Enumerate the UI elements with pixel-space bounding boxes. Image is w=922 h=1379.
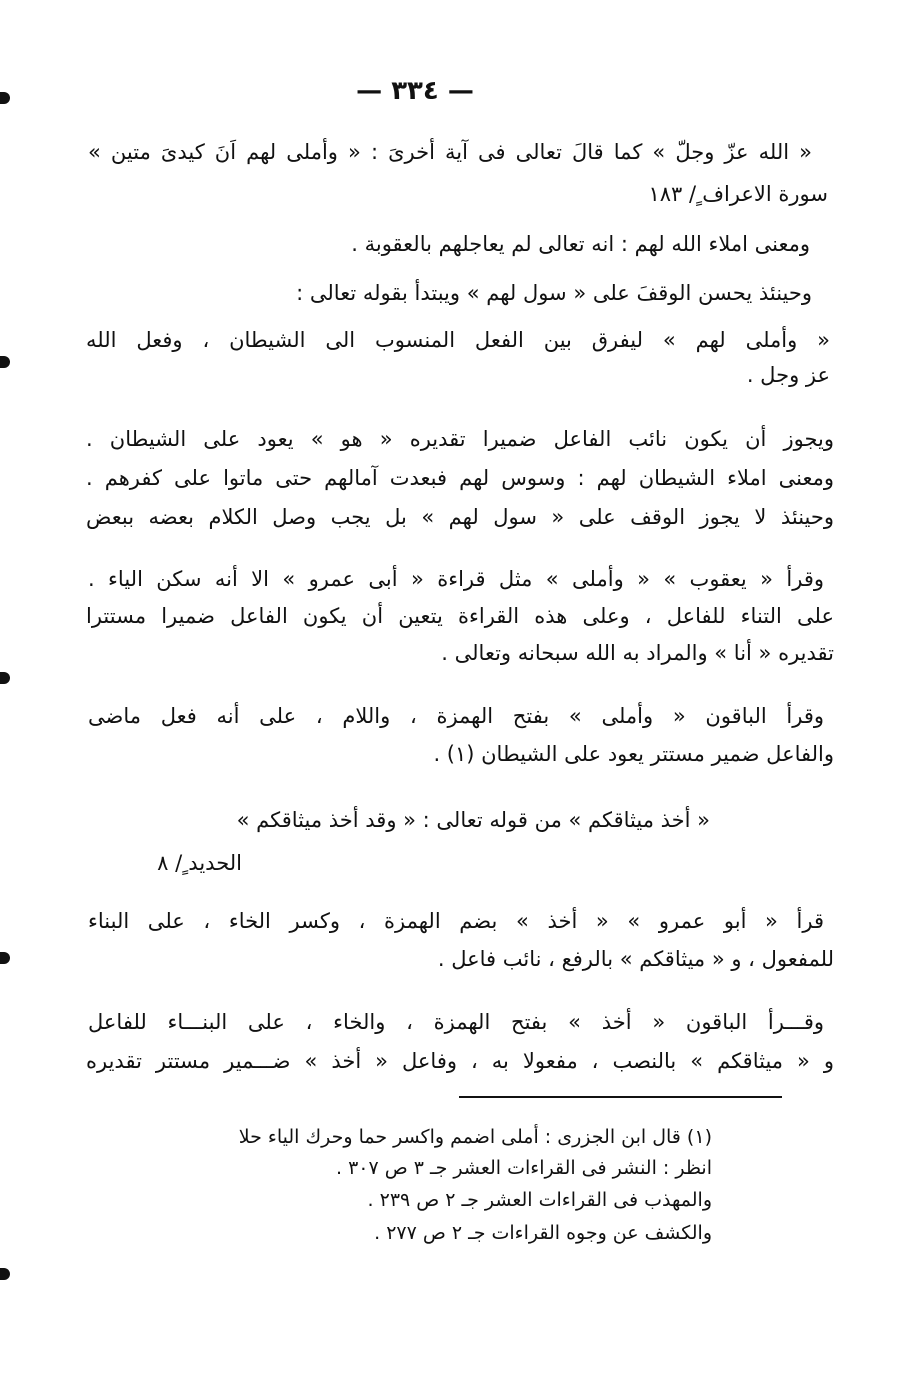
body-line: على التناء للفاعل ، وعلى هذه القراءة يتعين أن يكون الفاعل ضميرا مستترا: [86, 604, 834, 628]
page-number: — ٣٣٤ —: [356, 76, 474, 106]
scan-mark: [0, 672, 10, 684]
body-line: وحينئذ يحسن الوقفَ على « سول لهم » ويبتدأ بقوله تعالى :: [296, 281, 812, 305]
body-line: ويجوز أن يكون نائب الفاعل ضميرا تقديره « هو » يعود على الشيطان .: [86, 427, 834, 451]
verse-reference: الحديد ٍ/ ٨: [157, 851, 242, 875]
footnote: (١) قال ابن الجزرى : أملى اضمم واكسر حما وحرك الياء حلا: [238, 1126, 712, 1148]
body-line: ومعنى املاء الله لهم : انه تعالى لم يعاجلهم بالعقوبة .: [351, 232, 810, 256]
scan-mark: [0, 356, 10, 368]
body-line: والفاعل ضمير مستتر يعود على الشيطان (١) .: [433, 742, 834, 766]
quranic-phrase: « أخذ ميثاقكم » من قوله تعالى : « وقد أخذ ميثاقكم »: [236, 808, 710, 832]
body-line: للمفعول ، و « ميثاقكم » بالرفع ، نائب فاعل .: [437, 947, 834, 971]
body-line: « وأملى لهم » ليفرق بين الفعل المنسوب الى الشيطان ، وفعل الله: [86, 328, 830, 352]
body-line: وقرأ « يعقوب » « وأملى » مثل قراءة « أبى عمرو » الا أنه سكن الياء .: [88, 567, 824, 591]
scan-mark: [0, 952, 10, 964]
body-line: و « ميثاقكم » بالنصب ، مفعولا به ، وفاعل « أخذ » ضـــمير مستتر تقديره: [86, 1049, 834, 1073]
footnote: انظر : النشر فى القراءات العشر جـ ٣ ص ٣٠٧ .: [336, 1157, 712, 1179]
footnote: والمهذب فى القراءات العشر جـ ٢ ص ٢٣٩ .: [367, 1189, 712, 1211]
body-line: وحينئذ لا يجوز الوقف على « سول لهم » بل يجب وصل الكلام بعضه ببعض: [86, 505, 834, 529]
body-line: « الله عزّ وجلّ » كما قالَ تعالى فى آية أخرىَ : « وأملى لهم اَنَ كيدىَ متين »: [88, 140, 812, 164]
verse-reference: سورة الاعراف ٍ/ ١٨٣: [648, 182, 828, 206]
body-line: وقـــرأ الباقون « أخذ » بفتح الهمزة ، والخاء ، على البنـــاء للفاعل: [88, 1010, 824, 1034]
body-line: قرأ « أبو عمرو » « أخذ » بضم الهمزة ، وكسر الخاء ، على البناء: [88, 909, 824, 933]
body-line: وقرأ الباقون « وأملى » بفتح الهمزة ، واللام ، على أنه فعل ماضى: [88, 704, 824, 728]
footnote-separator: [459, 1096, 782, 1098]
footnote: والكشف عن وجوه القراءات جـ ٢ ص ٢٧٧ .: [374, 1222, 712, 1244]
body-line: ومعنى املاء الشيطان لهم : وسوس لهم فبعدت آمالهم حتى ماتوا على كفرهم .: [86, 466, 834, 490]
body-line: عز وجل .: [746, 363, 830, 387]
scan-mark: [0, 1268, 10, 1280]
body-line: تقديره « أنا » والمراد به الله سبحانه وتعالى .: [441, 641, 834, 665]
